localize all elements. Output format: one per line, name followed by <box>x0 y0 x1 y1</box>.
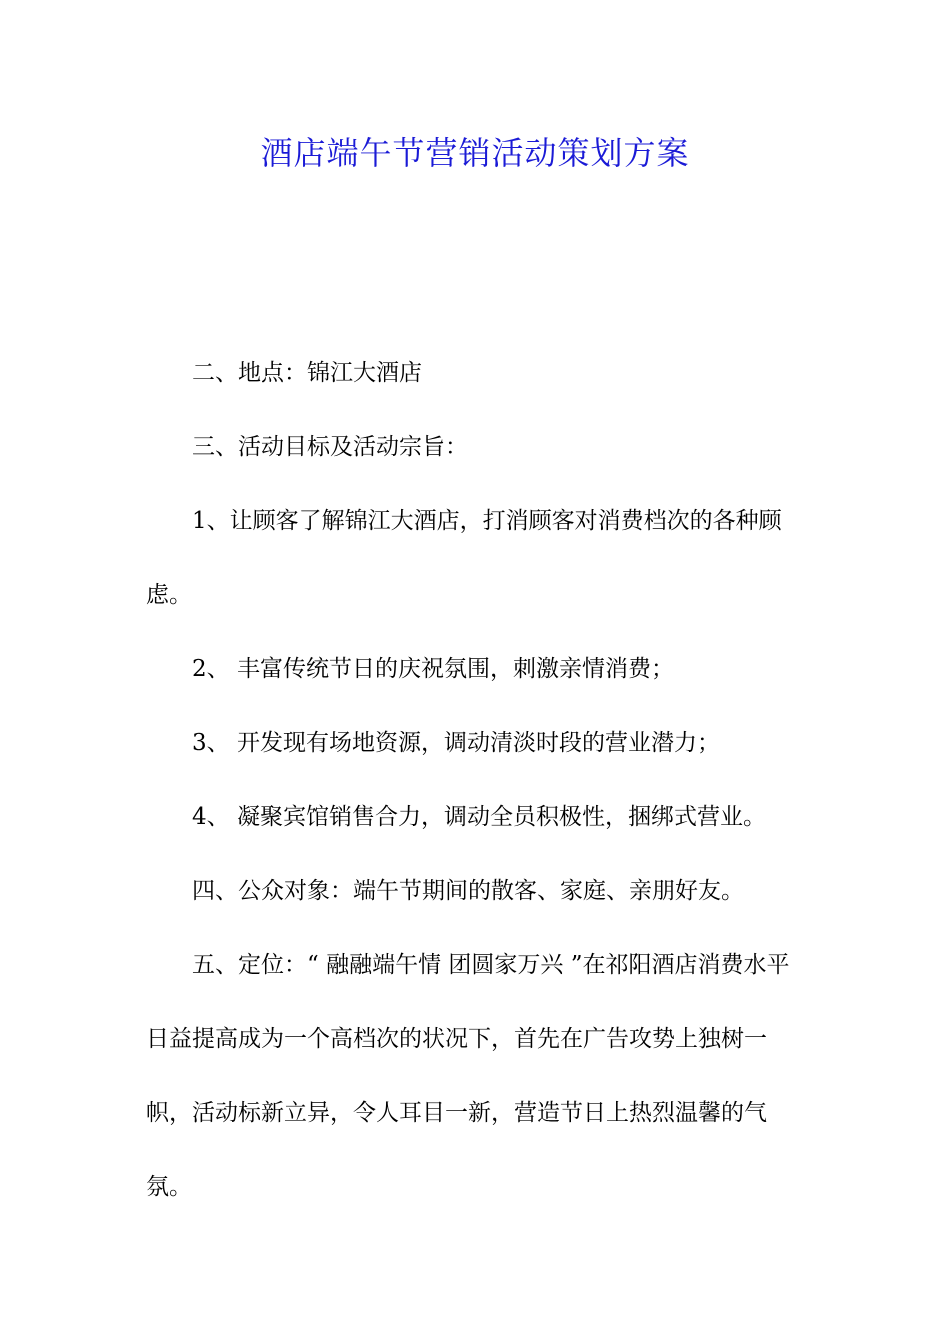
paragraph-goal-4: 4、 凝聚宾馆销售合力，调动全员积极性，捆绑式营业。 <box>192 804 766 830</box>
paragraph-positioning: 五、定位：“ 融融端午情 团圆家万兴 ”在祁阳酒店消费水平日益提高成为一个高档次的状况下，首先在广告攻势上独树一帜，活动标新立异，令人耳目一新，营造节日上热烈温馨的气氛。 <box>146 952 790 1200</box>
paragraph-goal-2: 2、 丰富传统节日的庆祝氛围，刺激亲情消费； <box>192 656 674 682</box>
paragraph-goals-heading: 三、活动目标及活动宗旨： <box>192 434 468 460</box>
document-title: 酒店端午节营销活动策划方案 <box>260 134 690 172</box>
document-body <box>146 336 810 1224</box>
paragraph-goal-1: 1、让顾客了解锦江大酒店，打消顾客对消费档次的各种顾虑。 <box>146 508 782 608</box>
paragraph-audience: 四、公众对象：端午节期间的散客、家庭、亲朋好友。 <box>192 878 744 904</box>
paragraph-goal-3: 3、 开发现有场地资源，调动清淡时段的营业潜力； <box>192 730 720 756</box>
paragraph-location: 二、地点：锦江大酒店 <box>192 360 422 386</box>
